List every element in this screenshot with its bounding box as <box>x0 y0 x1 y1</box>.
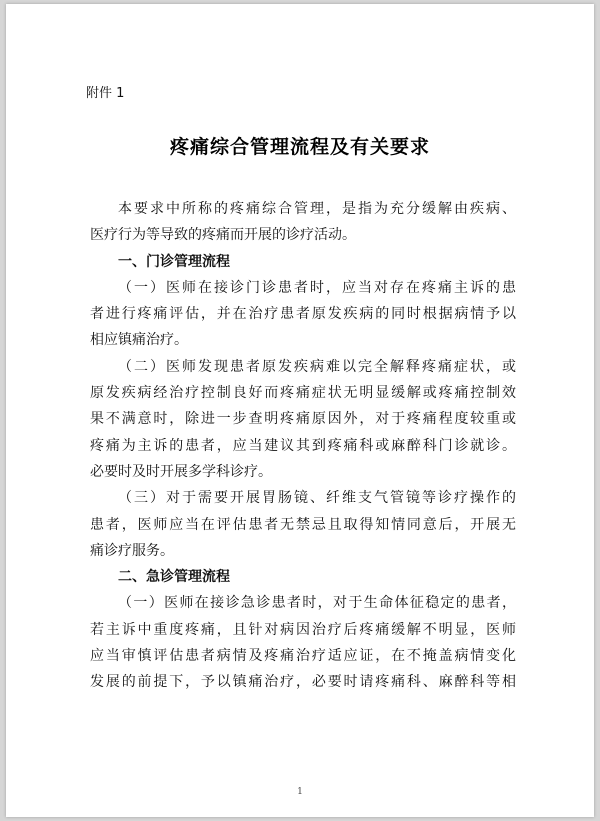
document-title: 疼痛综合管理流程及有关要求 <box>169 136 430 158</box>
section-heading: 二、急诊管理流程 <box>118 569 230 586</box>
body-line: （一）医师在接诊门诊患者时，应当对存在疼痛主诉的患 <box>118 279 516 296</box>
body-line: 本要求中所称的疼痛综合管理，是指为充分缓解由疾病、 <box>118 201 516 217</box>
body-line: 若主诉中重度疼痛，且针对病因治疗后疼痛缓解不明显，医师 <box>90 621 516 638</box>
body-line: 果不满意时，除进一步查明疼痛原因外，对于疼痛程度较重或 <box>90 411 516 428</box>
body-line: （二）医师发现患者原发疾病难以完全解释疼痛症状，或 <box>118 358 516 375</box>
body-line: 患者，医师应当在评估患者无禁忌且取得知情同意后，开展无 <box>90 516 516 533</box>
document-page <box>6 4 594 817</box>
body-line: 相应镇痛治疗。 <box>90 332 188 349</box>
body-line: 疼痛为主诉的患者，应当建议其到疼痛科或麻醉科门诊就诊。 <box>90 437 516 454</box>
attachment-label: 附件 1 <box>86 86 125 101</box>
section-heading: 一、门诊管理流程 <box>118 253 230 270</box>
document-body <box>90 196 516 696</box>
body-line: 者进行疼痛评估，并在治疗患者原发疾病的同时根据病情予以 <box>90 306 516 323</box>
body-line: 必要时及时开展多学科诊疗。 <box>90 463 272 480</box>
body-line: （三）对于需要开展胃肠镜、纤维支气管镜等诊疗操作的 <box>118 490 516 507</box>
body-line: （一）医师在接诊急诊患者时，对于生命体征稳定的患者， <box>118 595 516 612</box>
body-line: 医疗行为等导致的疼痛而开展的诊疗活动。 <box>90 227 356 244</box>
page-number: 1 <box>297 787 303 797</box>
body-line: 应当审慎评估患者病情及疼痛治疗适应证，在不掩盖病情变化 <box>90 648 516 665</box>
body-line: 原发疾病经治疗控制良好而疼痛症状无明显缓解或疼痛控制效 <box>90 385 516 402</box>
body-line: 痛诊疗服务。 <box>90 542 174 559</box>
body-line: 发展的前提下，予以镇痛治疗，必要时请疼痛科、麻醉科等相 <box>90 674 516 691</box>
